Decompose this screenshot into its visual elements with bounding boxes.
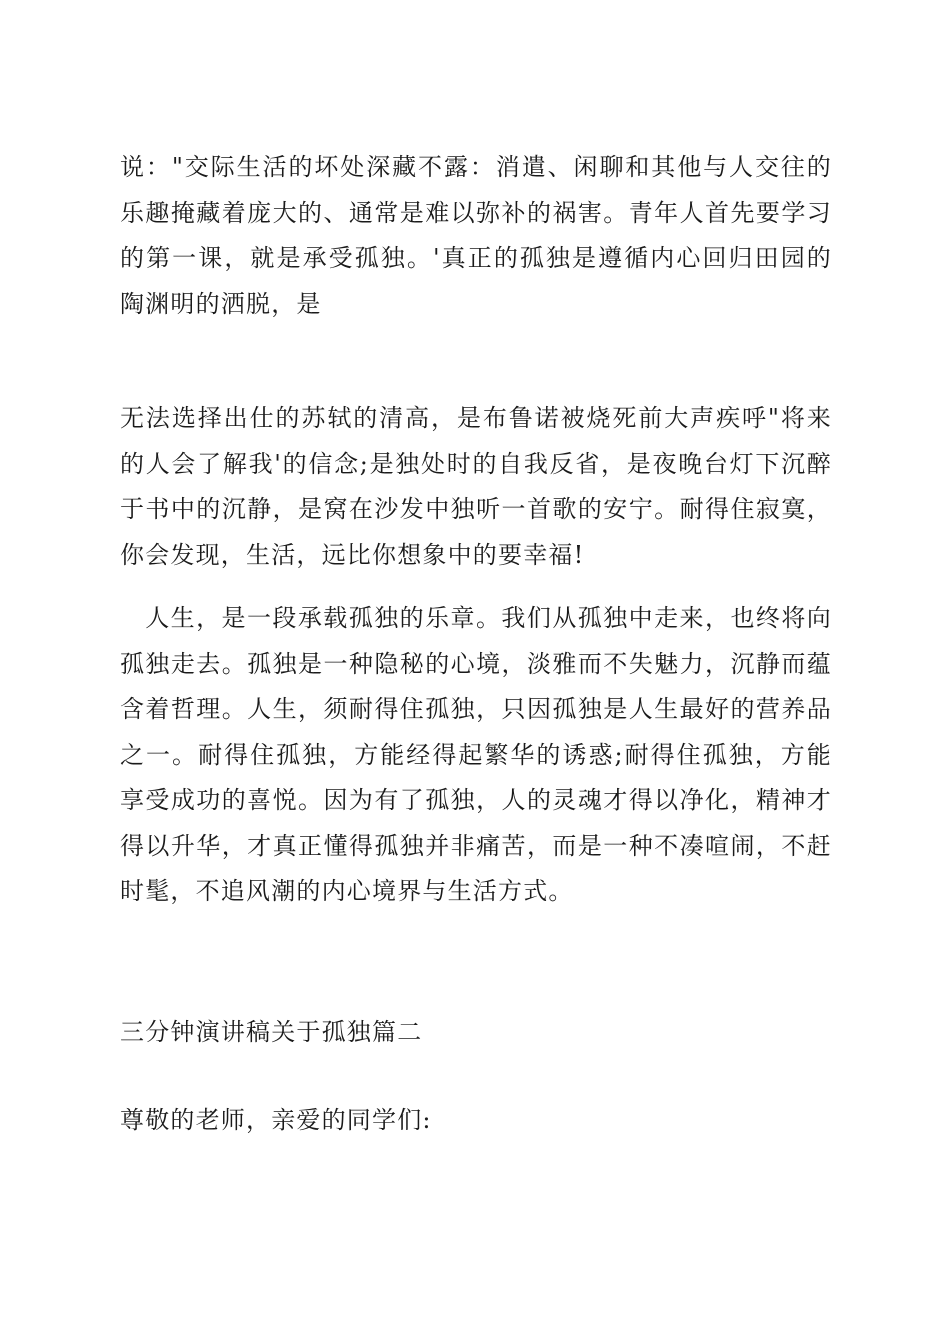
section-heading: 三分钟演讲稿关于孤独篇二 (120, 1018, 423, 1046)
speech-greeting: 尊敬的老师，亲爱的同学们: (120, 1106, 432, 1134)
body-paragraph-2: 无法选择出仕的苏轼的清高，是布鲁诺被烧死前大声疾呼"将来的人会了解我'的信念;是独处时的自我反省，是夜晚台灯下沉醉于书中的沉静，是窝在沙发中独听一首歌的安宁。耐得住寂寞，你会发现，生活，远比你想象中的要幸福! (120, 404, 832, 569)
body-paragraph-3: 人生，是一段承载孤独的乐章。我们从孤独中走来，也终将向孤独走去。孤独是一种隐秘的心境，淡雅而不失魅力，沉静而蕴含着哲理。人生，须耐得住孤独，只因孤独是人生最好的营养品之一。耐得住孤独，方能经得起繁华的诱惑;耐得住孤独，方能享受成功的喜悦。因为有了孤独，人的灵魂才得以净化，精神才得以升华，才真正懂得孤独并非痛苦，而是一种不凑喧闹，不赶时髦，不追风潮的内心境界与生活方式。 (120, 604, 832, 905)
body-paragraph-1: 说："交际生活的坏处深藏不露：消遣、闲聊和其他与人交往的乐趣掩藏着庞大的、通常是难以弥补的祸害。青年人首先要学习的第一课，就是承受孤独。'真正的孤独是遵循内心回归田园的陶渊明的洒脱，是 (120, 153, 832, 318)
